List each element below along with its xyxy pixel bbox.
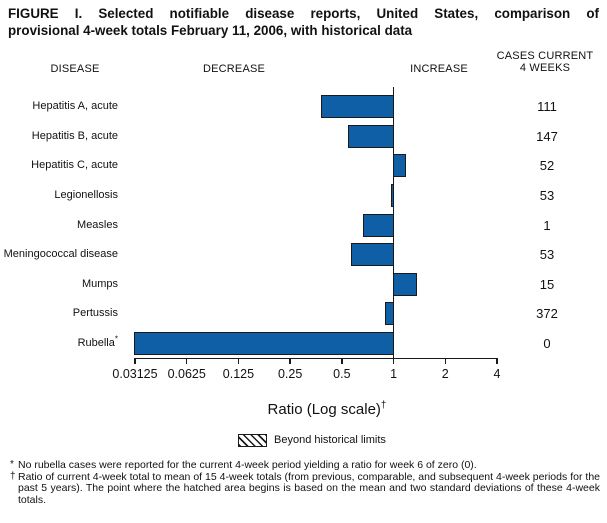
disease-label-pertussis <box>0 307 118 320</box>
disease-label-text: Hepatitis A, acute <box>32 100 118 112</box>
disease-label-text: Pertussis <box>72 307 118 320</box>
case-count-pertussis: 372 <box>536 306 558 322</box>
disease-label-text: Hepatitis C, acute <box>31 159 118 172</box>
figure-title <box>8 5 599 39</box>
x-tick-0.5 <box>341 358 343 364</box>
disease-label-text: Meningococcal disease <box>3 248 118 261</box>
x-tick-0.03125 <box>134 358 136 364</box>
cases-header-line1: CASES CURRENT <box>496 50 594 62</box>
legend-hatched-swatch <box>238 434 267 447</box>
x-axis-title <box>147 401 507 418</box>
bar-rubella <box>134 332 394 355</box>
bar-legionellosis <box>391 184 395 207</box>
x-tick-label-2: 2 <box>441 366 449 381</box>
case-count-hepatitis-a-acute: 111 <box>537 99 557 114</box>
x-tick-4 <box>496 358 498 364</box>
disease-label-rubella <box>0 334 118 350</box>
case-count-legionellosis: 53 <box>539 187 555 203</box>
disease-label-hepatitis-a-acute <box>0 100 118 113</box>
bar-meningococcal-disease <box>351 243 394 266</box>
disease-label-text: Mumps <box>81 277 118 290</box>
disease-label-text: Rubella <box>77 337 115 349</box>
case-count-measles: 1 <box>543 217 551 233</box>
bar-pertussis <box>385 302 394 325</box>
x-tick-0.0625 <box>186 358 188 364</box>
disease-label-text: Hepatitis B, acute <box>31 129 118 142</box>
legend-label: Beyond historical limits <box>274 434 386 446</box>
x-tick-1 <box>393 358 395 364</box>
bar-hepatitis-a-acute <box>321 95 395 118</box>
disease-label-meningococcal-disease <box>0 248 118 261</box>
figure-title-line1: FIGURE I. Selected notifiable disease reports, United States, comparison of <box>8 6 599 21</box>
x-tick-2 <box>445 358 447 364</box>
disease-label-mumps <box>0 278 118 291</box>
x-tick-label-4: 4 <box>493 366 501 381</box>
bar-hepatitis-c-acute <box>393 154 406 177</box>
column-header-decrease: DECREASE <box>202 63 266 75</box>
footnote-dagger-text: Ratio of current 4-week total to mean of 15 4-week totals (from previous, comparable, and subsequent 4-week periods for the past 5 years). The point where the hatched area begins is based on the mean and two standard deviations of these 4-week totals. <box>18 470 600 507</box>
column-header-disease: DISEASE <box>50 63 100 75</box>
disease-label-hepatitis-b-acute <box>0 130 118 143</box>
column-header-cases-current <box>487 50 603 74</box>
x-tick-label-0.0625: 0.0625 <box>167 366 206 381</box>
footnote-asterisk-marker: * <box>10 459 14 470</box>
x-tick-label-0.125: 0.125 <box>222 366 255 381</box>
case-count-mumps: 15 <box>539 276 555 292</box>
figure-title-line2: provisional 4-week totals February 11, 2006, with historical data <box>8 23 413 38</box>
disease-label-text: Measles <box>77 218 118 231</box>
bar-measles <box>363 214 394 237</box>
disease-label-footnote-marker: * <box>114 334 118 344</box>
x-tick-label-1: 1 <box>390 366 398 381</box>
disease-label-text: Legionellosis <box>54 188 118 201</box>
footnotes <box>10 460 600 507</box>
x-tick-0.25 <box>289 358 291 364</box>
footnote-dagger <box>10 472 600 507</box>
disease-label-measles <box>0 219 118 232</box>
case-count-rubella: 0 <box>543 336 551 351</box>
footnote-dagger-marker: † <box>10 470 16 482</box>
x-axis-title-dagger: † <box>380 400 387 411</box>
bar-hepatitis-b-acute <box>348 125 394 148</box>
x-axis-title-text: Ratio (Log scale) <box>267 401 381 418</box>
bar-mumps <box>393 273 417 296</box>
footnote-asterisk-text: No rubella cases were reported for the current 4-week period yielding a ratio for week 6 of zero (0). <box>18 459 477 471</box>
case-count-hepatitis-b-acute: 147 <box>536 128 558 144</box>
case-count-hepatitis-c-acute: 52 <box>539 158 555 174</box>
x-axis-line <box>134 358 498 360</box>
disease-label-legionellosis <box>0 189 118 202</box>
x-tick-label-0.03125: 0.03125 <box>112 366 158 381</box>
case-count-meningococcal-disease: 53 <box>539 247 555 263</box>
x-tick-label-0.25: 0.25 <box>277 366 303 381</box>
x-tick-label-0.5: 0.5 <box>333 366 351 381</box>
column-header-increase: INCREASE <box>410 63 468 75</box>
disease-label-hepatitis-c-acute <box>0 159 118 172</box>
cases-header-line2: 4 WEEKS <box>519 62 571 74</box>
x-tick-0.125 <box>238 358 240 364</box>
